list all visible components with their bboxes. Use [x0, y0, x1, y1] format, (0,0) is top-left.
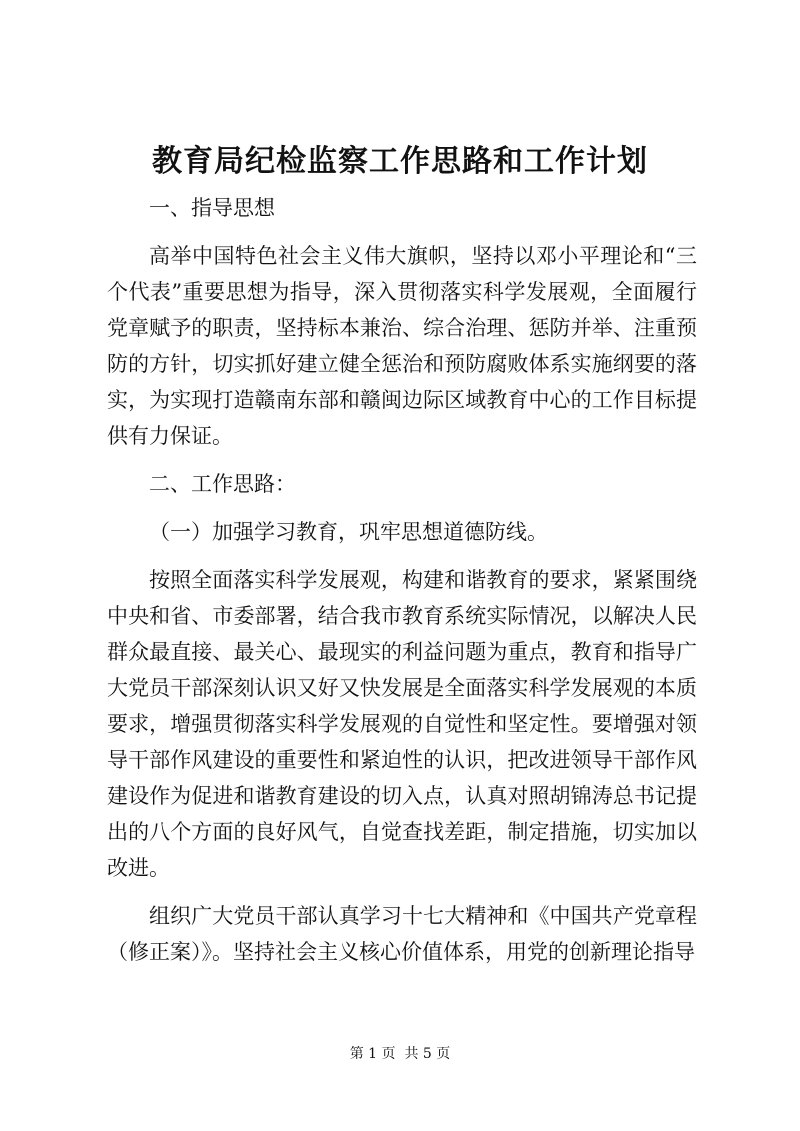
paragraph-guiding-ideology: 高举中国特色社会主义伟大旗帜，坚持以邓小平理论和“三个代表”重要思想为指导，深入贯彻落实科学发展观，全面履行党章赋予的职责，坚持标本兼治、综合治理、惩防并举、注重预防的方针，切实抓好建立健全惩治和预防腐败体系实施纲要的落实，为实现打造赣南东部和赣闽边际区域教育中心的工作目标提供有力保证。: [107, 244, 697, 448]
document-body: [107, 190, 697, 970]
paragraph-study-education: 按照全面落实科学发展观，构建和谐教育的要求，紧紧围绕中央和省、市委部署，结合我市教育系统实际情况，以解决人民群众最直接、最关心、最现实的利益问题为重点，教育和指导广大党员干部深刻认识又好又快发展是全面落实科学发展观的本质要求，增强贯彻落实科学发展观的自觉性和坚定性。要增强对领导干部作风建设的重要性和紧迫性的认识，把改进领导干部作风建设作为促进和谐教育建设的切入点，认真对照胡锦涛总书记提出的八个方面的良好风气，自觉查找差距，制定措施，切实加以改进。: [107, 568, 697, 880]
section-heading-work-ideas: 二、工作思路：: [149, 472, 296, 496]
subsection-heading-study-education: （一）加强学习教育，巩牢思想道德防线。: [149, 520, 548, 544]
page-footer: 第 1 页 共 5 页: [349, 1046, 451, 1062]
section-heading-guiding-ideology: 一、指导思想: [149, 196, 275, 220]
paragraph-party-constitution-study: 组织广大党员干部认真学习十七大精神和《中国共产党章程（修正案）》。坚持社会主义核心价值体系，用党的创新理论指导: [107, 904, 697, 964]
page-title: 教育局纪检监察工作思路和工作计划: [152, 144, 648, 179]
